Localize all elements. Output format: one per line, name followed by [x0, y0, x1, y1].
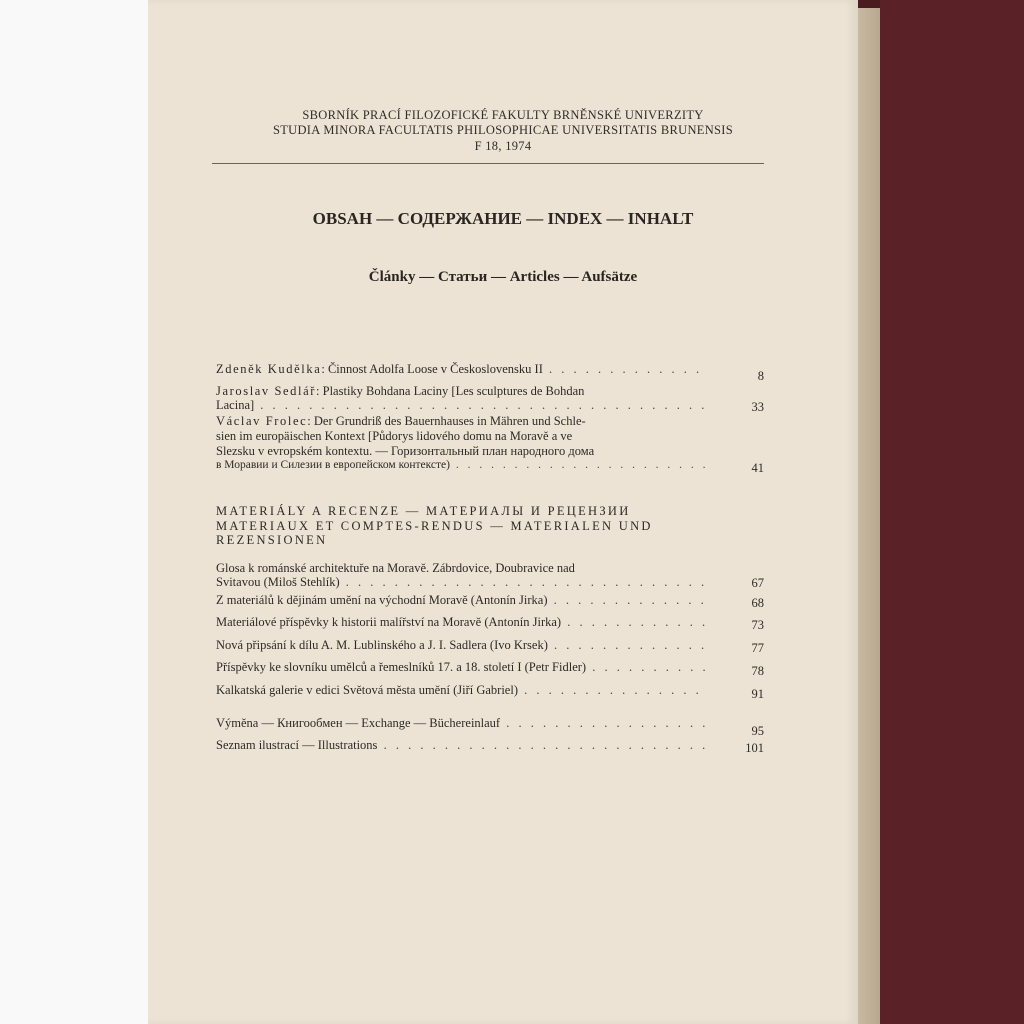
page-edge	[858, 0, 880, 1024]
entry-title: : Činnost Adolfa Loose v Československu II	[321, 362, 543, 376]
entry-title: : Der Grundriß des Bauernhauses in Mähren und Schle-	[307, 414, 586, 428]
toc-entry-article	[216, 361, 706, 377]
page-number: 77	[751, 641, 764, 655]
entry-author: Zdeněk Kudělka	[216, 362, 322, 376]
page-number: 33	[751, 400, 764, 414]
page-number: 67	[751, 576, 764, 590]
cover-corner	[858, 0, 880, 8]
toc-entry-material: Nová připsání k dílu A. M. Lublinského a J. I. Sadlera (Ivo Krsek) . . .	[216, 637, 706, 653]
journal-title-czech: SBORNÍK PRACÍ FILOZOFICKÉ FAKULTY BRNĚNSKÉ UNIVERZITY	[302, 108, 704, 122]
page-subtitle: Články — Статьи — Articles — Aufsätze	[368, 269, 638, 285]
book-cover	[880, 0, 1024, 1024]
entry-author: Václav Frolec	[216, 414, 308, 428]
toc-entry-material: Kalkatská galerie v edici Světová města umění (Jiří Gabriel) . . .	[216, 682, 706, 698]
toc-entry-material: Materiálové příspěvky k historii malířství na Moravě (Antonín Jirka) . . .	[216, 614, 706, 630]
page-number: 78	[751, 664, 764, 678]
header-rule	[212, 163, 764, 164]
page-number: 68	[751, 596, 764, 610]
page-title: OBSAH — СОДЕРЖАНИЕ — INDEX — INHALT	[312, 209, 694, 228]
section-heading-line: REZENSIONEN	[216, 533, 328, 547]
entry-author: Jaroslav Sedlář	[216, 384, 317, 398]
scan-background	[0, 0, 148, 1024]
journal-issue: F 18, 1974	[474, 139, 532, 153]
page-number: 41	[751, 461, 764, 475]
page-number: 73	[751, 618, 764, 632]
toc-entry-exchange: Výměna — Книгообмен — Exchange — Büchereinlauf . . .	[216, 715, 706, 731]
journal-title-latin: STUDIA MINORA FACULTATIS PHILOSOPHICAE UNIVERSITATIS BRUNENSIS	[272, 123, 734, 137]
entry-title: : Plastiky Bohdana Laciny [Les sculptures de Bohdan	[316, 384, 585, 398]
toc-entry-material: Glosa k románské architektuře na Moravě. Zábrdovice, Doubravice nad	[216, 561, 575, 575]
page-number: 95	[751, 724, 764, 738]
page-number: 91	[751, 687, 764, 701]
section-heading-line: MATERIAUX ET COMPTES-RENDUS — MATERIALEN UND	[216, 519, 653, 533]
toc-entry-material: Z materiálů k dějinám umění na východní Moravě (Antonín Jirka) . . .	[216, 592, 706, 608]
toc-entry-article	[216, 413, 706, 429]
toc-entry-continuation: Svitavou (Miloš Stehlík) . . .	[216, 574, 706, 590]
page-number: 8	[757, 369, 764, 383]
page-number: 101	[745, 741, 764, 755]
toc-entry-illustrations: Seznam ilustrací — Illustrations . . .	[216, 737, 706, 753]
toc-entry-continuation: sien im europäischen Kontext [Půdorys lidového domu na Moravě a ve	[216, 429, 573, 443]
section-heading-line: MATERIÁLY A RECENZE — МАТЕРИАЛЫ И РЕЦЕНЗИИ	[216, 504, 631, 518]
toc-entry-continuation: в Моравии и Силезии в европейском контексте) . . .	[216, 457, 706, 473]
toc-entry-continuation: Lacina] . . .	[216, 397, 706, 413]
toc-entry-continuation: Slezsku v evropském kontextu. — Горизонтальный план народного дома	[216, 444, 595, 458]
toc-entry-material: Příspěvky ke slovníku umělců a řemeslníků 17. a 18. století I (Petr Fidler) . . .	[216, 659, 706, 675]
